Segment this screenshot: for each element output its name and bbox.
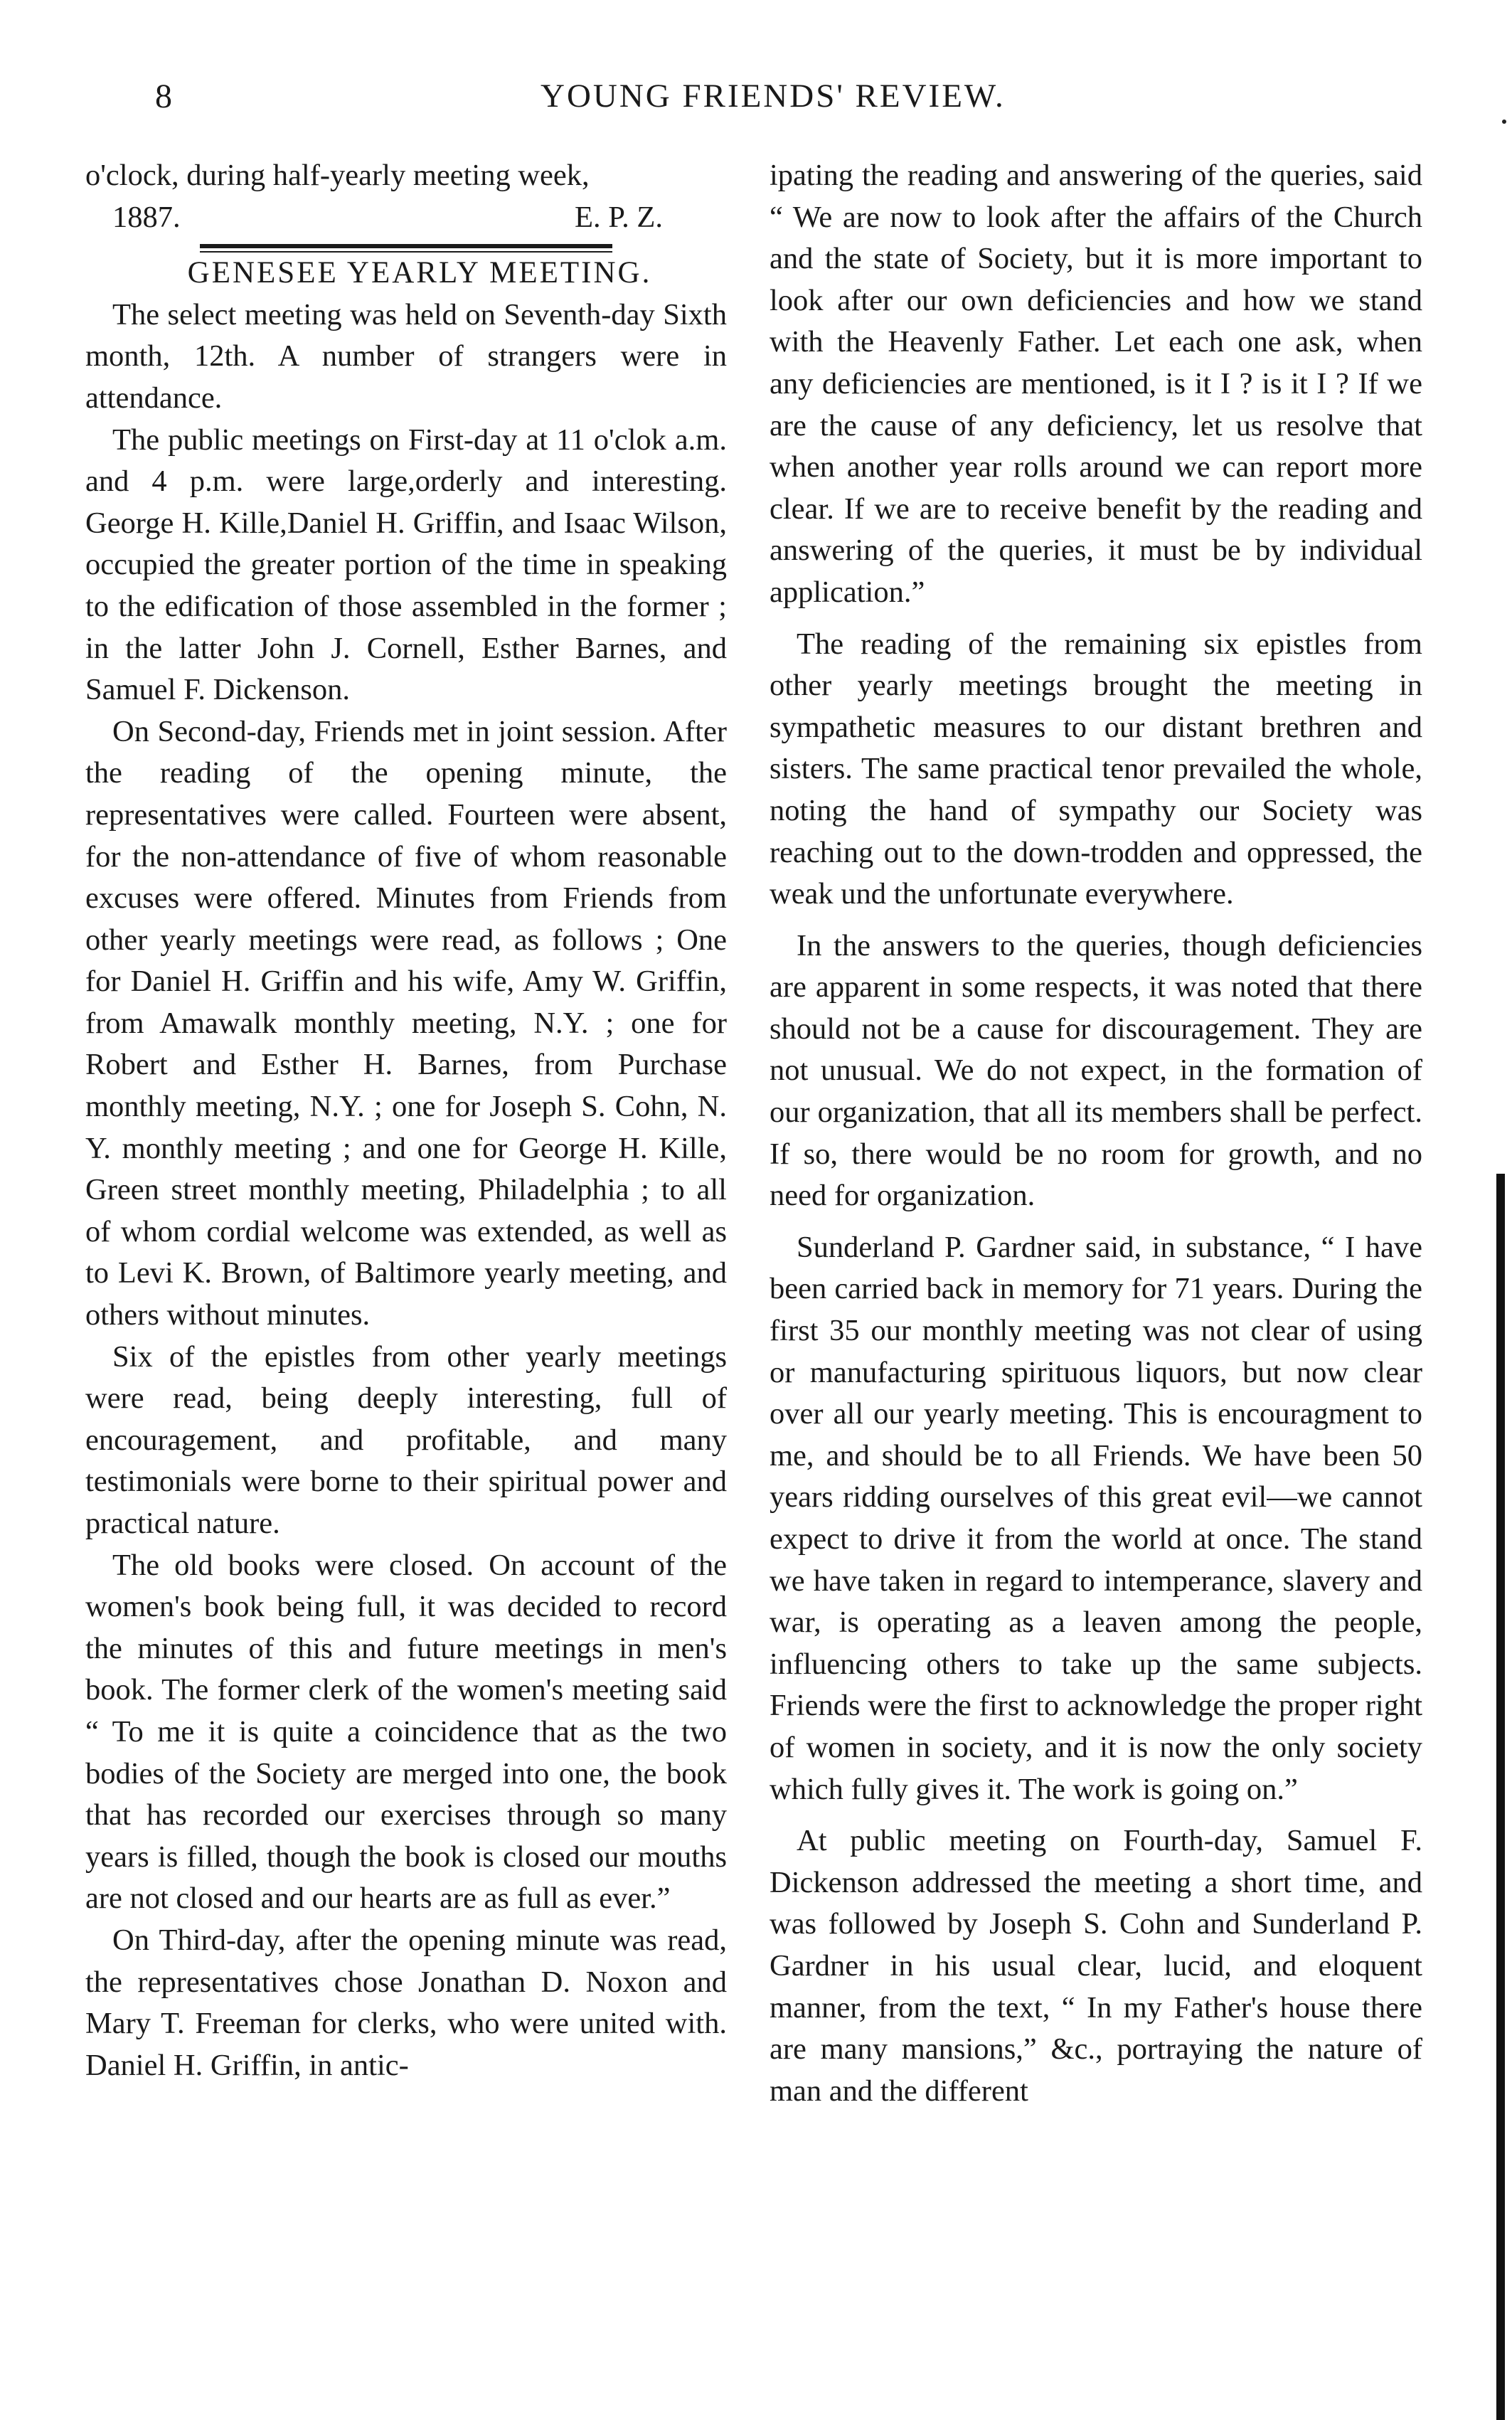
page-header <box>0 77 1512 127</box>
signature-initials: E. P. Z. <box>575 200 663 234</box>
signature-line <box>85 197 727 239</box>
paragraph: Six of the epistles from other yearly meetings were read, being deeply interesting, full of encouragement, and profitable, and many testimonials were borne to their spiritual power and practical nature. <box>85 1339 727 1540</box>
scan-speck <box>1502 120 1506 124</box>
divider-thick-rule <box>200 244 612 248</box>
paragraph: The reading of the remaining six epistles from other yearly meetings brought the meeting in sympathetic measures to our distant brethren and sisters. The same practical tenor prevailed the whole, noting the hand of sympathy our Society was reaching out to the down-trodden and oppressed, the weak und the unfortunate everywhere. <box>770 627 1422 911</box>
paragraph: At public meeting on Fourth-day, Samuel F. Dickenson addressed the meeting a short time, and was followed by Joseph S. Cohn and Sunderland P. Gardner in his usual clear, lucid, and eloquent manner, from the text, “ In my Father's house there are many mansions,” &c., portraying the nature of man and the different <box>770 1824 1422 2108</box>
running-title: YOUNG FRIENDS' REVIEW. <box>541 78 1006 115</box>
paragraph: The select meeting was held on Seventh-day Sixth month, 12th. A number of strangers were in attendance. <box>85 297 727 415</box>
paragraph: In the answers to the queries, though deficiencies are apparent in some respects, it was noted that there should not be a cause for discouragement. They are not unusual. We do not expect, in the formation of our organization, that all its members shall be perfect. If so, there would be no room for growth, and no need for organization. <box>770 928 1422 1213</box>
section-heading: GENESEE YEARLY MEETING. <box>187 256 652 290</box>
left-column <box>85 155 727 2086</box>
paragraph: On Second-day, Friends met in joint session. After the reading of the opening minute, the representatives were called. Fourteen were absent, for the non-attendance of five of whom reasonable excuses were offered. Minutes from Friends from other yearly meetings were read, as follows ; One for Daniel H. Griffin and his wife, Amy W. Griffin, from Amawalk monthly meeting, N.Y. ; one for Robert and Esther H. Barnes, from Purchase monthly meeting, N.Y. ; one for Joseph S. Cohn, N. Y. monthly meeting ; and one for George H. Kille, Green street monthly meeting, Philadelphia ; to all of whom cordial welcome was extended, as well as to Levi K. Brown, of Baltimore yearly meeting, and others without minutes. <box>85 714 727 1332</box>
paragraph: Sunderland P. Gardner said, in substance, “ I have been carried back in memory for 71 years. During the first 35 our monthly meeting was not clear of using or manufacturing spirituous liquors, but now clear over all our yearly meeting. This is encouragment to me, and should be to all Friends. We have been 50 years ridding ourselves of this great evil—we cannot expect to drive it from the world at once. The stand we have taken in regard to intemperance, slavery and war, is operating as a leaven among the people, influencing others to take up the same subjects. Friends were the first to acknowledge the proper right of women in society, and it is now the only society which fully gives it. The work is going on.” <box>770 1230 1422 1806</box>
scan-edge-shadow <box>1496 1174 1505 2420</box>
paragraph: ipating the reading and answering of the queries, said “ We are now to look after the affairs of the Church and the state of Society, but it is more important to look after our own deficiencies and how we stand with the Heavenly Father. Let each one ask, when any deficiencies are mentioned, is it I ? is it I ? If we are the cause of any deficiency, let us resolve that when another year rolls around we can report more clear. If we are to receive benefit by the reading and answering of the queries, it must be by individual application.” <box>770 159 1422 609</box>
continued-line: o'clock, during half-yearly meeting week, <box>85 159 590 192</box>
page-number: 8 <box>155 78 173 115</box>
section-divider <box>200 244 612 253</box>
signature-year: 1887. <box>112 200 181 234</box>
paragraph: The public meetings on First-day at 11 o'clok a.m. and 4 p.m. were large,orderly and interesting. George H. Kille,Daniel H. Griffin, and Isaac Wilson, occupied the greater portion of the time in speaking to the edification of those assembled in the former ; in the latter John J. Cornell, Esther Barnes, and Samuel F. Dickenson. <box>85 423 727 707</box>
paragraph: On Third-day, after the opening minute was read, the representatives chose Jonathan D. Noxon and Mary T. Freeman for clerks, who were united with. Daniel H. Griffin, in antic- <box>85 1923 727 2082</box>
right-column <box>770 155 1422 2112</box>
paragraph: The old books were closed. On account of the women's book being full, it was decided to record the minutes of this and future meetings in men's book. The former clerk of the women's meeting said “ To me it is quite a coincidence that as the two bodies of the Society are merged into one, the book that has recorded our exercises through so many years is filled, though the book is closed our mouths are not closed and our hearts are as full as ever.” <box>85 1548 727 1916</box>
